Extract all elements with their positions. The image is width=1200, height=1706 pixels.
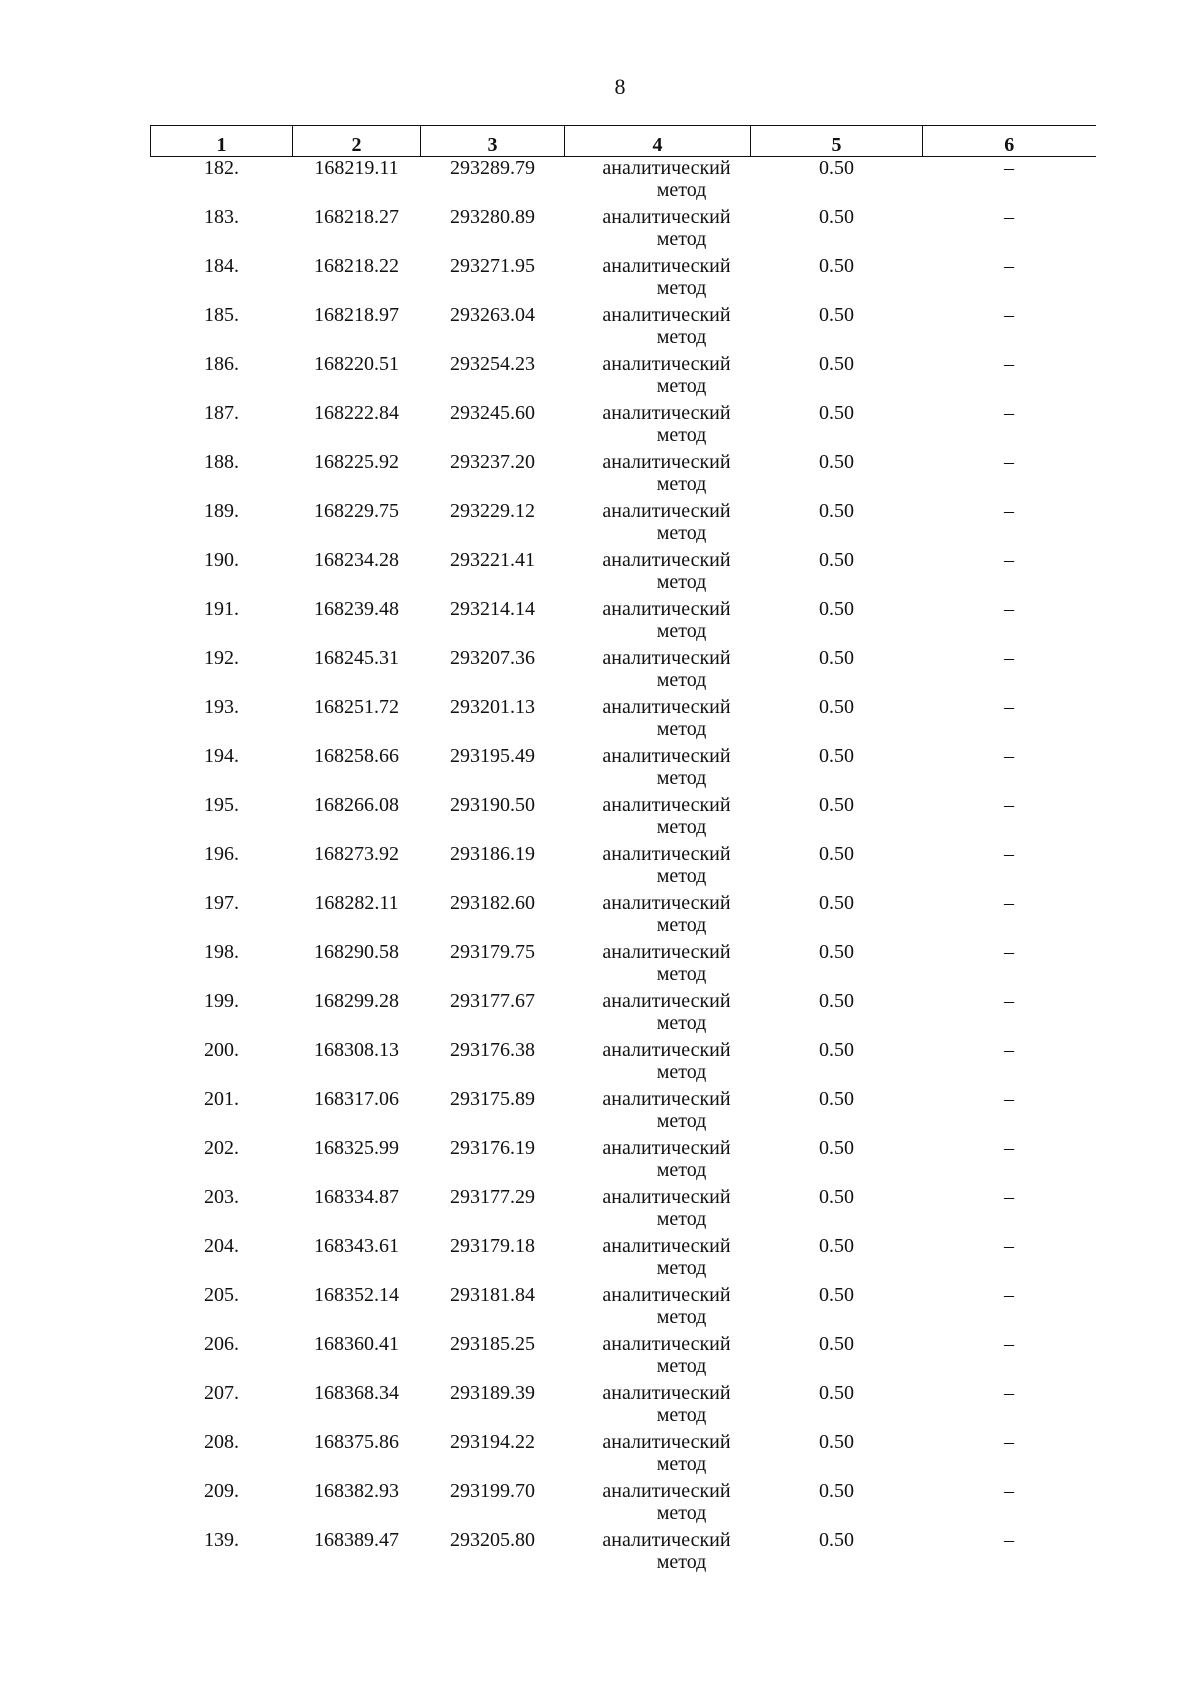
method-line-1: аналитический — [602, 451, 731, 473]
method-cell — [565, 1284, 751, 1333]
method-line-2: метод — [656, 1208, 707, 1230]
coordinate-x: 168325.99 — [314, 1137, 399, 1159]
coordinate-x: 168389.47 — [314, 1529, 399, 1551]
coordinate-x: 168343.61 — [314, 1235, 399, 1257]
method-line-1: аналитический — [602, 696, 731, 718]
table-row — [151, 1235, 1096, 1284]
point-number: 208. — [204, 1431, 239, 1453]
method-line-2: метод — [656, 326, 707, 348]
method-line-1: аналитический — [602, 1186, 731, 1208]
point-number: 191. — [204, 598, 239, 620]
table-row — [151, 598, 1096, 647]
method-line-2: метод — [656, 375, 707, 397]
method-line-2: метод — [656, 1159, 707, 1181]
method-line-1: аналитический — [602, 157, 731, 179]
col6-value: – — [1004, 1137, 1014, 1159]
method-line-1: аналитический — [602, 1529, 731, 1551]
point-number: 189. — [204, 500, 239, 522]
coordinates-table — [150, 125, 1096, 1578]
table-row — [151, 451, 1096, 500]
accuracy-value: 0.50 — [819, 353, 854, 375]
method-cell — [565, 206, 751, 255]
method-line-1: аналитический — [602, 1382, 731, 1404]
header-col-3: 3 — [421, 126, 565, 157]
point-number: 209. — [204, 1480, 239, 1502]
method-cell — [565, 402, 751, 451]
accuracy-value: 0.50 — [819, 1186, 854, 1208]
point-number: 195. — [204, 794, 239, 816]
coordinate-x: 168229.75 — [314, 500, 399, 522]
accuracy-value: 0.50 — [819, 598, 854, 620]
coordinate-x: 168239.48 — [314, 598, 399, 620]
table-row — [151, 157, 1096, 207]
accuracy-value: 0.50 — [819, 402, 854, 424]
accuracy-value: 0.50 — [819, 500, 854, 522]
table-row — [151, 1529, 1096, 1578]
method-line-2: метод — [656, 1453, 707, 1475]
method-line-2: метод — [656, 424, 707, 446]
method-line-2: метод — [656, 816, 707, 838]
point-number: 201. — [204, 1088, 239, 1110]
method-line-1: аналитический — [602, 353, 731, 375]
method-cell — [565, 1137, 751, 1186]
col6-value: – — [1004, 304, 1014, 326]
method-line-1: аналитический — [602, 1333, 731, 1355]
point-number: 199. — [204, 990, 239, 1012]
table-row — [151, 745, 1096, 794]
method-cell — [565, 549, 751, 598]
point-number: 203. — [204, 1186, 239, 1208]
coordinate-x: 168299.28 — [314, 990, 399, 1012]
method-cell — [565, 1088, 751, 1137]
col6-value: – — [1004, 843, 1014, 865]
col6-value: – — [1004, 745, 1014, 767]
coordinates-table-container — [150, 125, 1095, 1578]
coordinate-y: 293195.49 — [450, 745, 535, 767]
point-number: 184. — [204, 255, 239, 277]
point-number: 196. — [204, 843, 239, 865]
point-number: 202. — [204, 1137, 239, 1159]
table-row — [151, 353, 1096, 402]
method-cell — [565, 1039, 751, 1088]
accuracy-value: 0.50 — [819, 1333, 854, 1355]
point-number: 183. — [204, 206, 239, 228]
coordinate-x: 168375.86 — [314, 1431, 399, 1453]
coordinate-x: 168219.11 — [314, 157, 399, 179]
point-number: 198. — [204, 941, 239, 963]
accuracy-value: 0.50 — [819, 892, 854, 914]
coordinate-y: 293254.23 — [450, 353, 535, 375]
point-number: 185. — [204, 304, 239, 326]
col6-value: – — [1004, 892, 1014, 914]
point-number: 205. — [204, 1284, 239, 1306]
coordinate-y: 293199.70 — [450, 1480, 535, 1502]
coordinate-x: 168266.08 — [314, 794, 399, 816]
table-row — [151, 1431, 1096, 1480]
coordinate-y: 293182.60 — [450, 892, 535, 914]
coordinate-y: 293185.25 — [450, 1333, 535, 1355]
table-row — [151, 549, 1096, 598]
accuracy-value: 0.50 — [819, 157, 854, 179]
accuracy-value: 0.50 — [819, 206, 854, 228]
method-line-2: метод — [656, 1551, 707, 1573]
table-row — [151, 647, 1096, 696]
coordinate-y: 293214.14 — [450, 598, 535, 620]
coordinate-y: 293186.19 — [450, 843, 535, 865]
coordinate-x: 168308.13 — [314, 1039, 399, 1061]
method-line-1: аналитический — [602, 892, 731, 914]
method-cell — [565, 157, 751, 207]
accuracy-value: 0.50 — [819, 1529, 854, 1551]
coordinate-x: 168258.66 — [314, 745, 399, 767]
table-row — [151, 1039, 1096, 1088]
col6-value: – — [1004, 402, 1014, 424]
point-number: 194. — [204, 745, 239, 767]
coordinate-y: 293263.04 — [450, 304, 535, 326]
method-cell — [565, 1431, 751, 1480]
method-cell — [565, 843, 751, 892]
method-line-1: аналитический — [602, 843, 731, 865]
coordinate-x: 168234.28 — [314, 549, 399, 571]
method-cell — [565, 892, 751, 941]
method-line-1: аналитический — [602, 1431, 731, 1453]
table-row — [151, 794, 1096, 843]
table-row — [151, 990, 1096, 1039]
coordinate-x: 168352.14 — [314, 1284, 399, 1306]
col6-value: – — [1004, 1186, 1014, 1208]
table-row — [151, 696, 1096, 745]
table-body — [151, 157, 1096, 1579]
accuracy-value: 0.50 — [819, 549, 854, 571]
table-row — [151, 1480, 1096, 1529]
coordinate-y: 293207.36 — [450, 647, 535, 669]
method-line-2: метод — [656, 277, 707, 299]
method-line-2: метод — [656, 767, 707, 789]
table-row — [151, 1186, 1096, 1235]
coordinate-x: 168273.92 — [314, 843, 399, 865]
method-line-1: аналитический — [602, 598, 731, 620]
method-line-2: метод — [656, 1404, 707, 1426]
accuracy-value: 0.50 — [819, 451, 854, 473]
coordinate-y: 293205.80 — [450, 1529, 535, 1551]
point-number: 206. — [204, 1333, 239, 1355]
method-cell — [565, 1529, 751, 1578]
method-cell — [565, 1186, 751, 1235]
coordinate-x: 168368.34 — [314, 1382, 399, 1404]
point-number: 200. — [204, 1039, 239, 1061]
table-row — [151, 500, 1096, 549]
method-cell — [565, 990, 751, 1039]
method-cell — [565, 794, 751, 843]
coordinate-x: 168218.27 — [314, 206, 399, 228]
method-line-1: аналитический — [602, 941, 731, 963]
coordinate-y: 293177.67 — [450, 990, 535, 1012]
method-line-1: аналитический — [602, 1137, 731, 1159]
table-row — [151, 304, 1096, 353]
coordinate-y: 293190.50 — [450, 794, 535, 816]
col6-value: – — [1004, 500, 1014, 522]
coordinate-y: 293229.12 — [450, 500, 535, 522]
accuracy-value: 0.50 — [819, 304, 854, 326]
point-number: 182. — [204, 157, 239, 179]
col6-value: – — [1004, 1235, 1014, 1257]
col6-value: – — [1004, 1088, 1014, 1110]
method-line-1: аналитический — [602, 794, 731, 816]
point-number: 186. — [204, 353, 239, 375]
coordinate-y: 293245.60 — [450, 402, 535, 424]
method-cell — [565, 304, 751, 353]
table-row — [151, 1284, 1096, 1333]
method-cell — [565, 1382, 751, 1431]
method-line-2: метод — [656, 571, 707, 593]
coordinate-y: 293176.19 — [450, 1137, 535, 1159]
method-cell — [565, 255, 751, 304]
coordinate-y: 293181.84 — [450, 1284, 535, 1306]
header-col-2: 2 — [293, 126, 421, 157]
coordinate-y: 293221.41 — [450, 549, 535, 571]
method-cell — [565, 647, 751, 696]
col6-value: – — [1004, 255, 1014, 277]
point-number: 139. — [204, 1529, 239, 1551]
col6-value: – — [1004, 1284, 1014, 1306]
coordinate-x: 168222.84 — [314, 402, 399, 424]
coordinate-x: 168282.11 — [314, 892, 399, 914]
accuracy-value: 0.50 — [819, 1480, 854, 1502]
coordinate-y: 293289.79 — [450, 157, 535, 179]
coordinate-y: 293194.22 — [450, 1431, 535, 1453]
point-number: 207. — [204, 1382, 239, 1404]
point-number: 187. — [204, 402, 239, 424]
method-line-2: метод — [656, 179, 707, 201]
coordinate-y: 293280.89 — [450, 206, 535, 228]
col6-value: – — [1004, 1333, 1014, 1355]
point-number: 197. — [204, 892, 239, 914]
accuracy-value: 0.50 — [819, 941, 854, 963]
coordinate-y: 293175.89 — [450, 1088, 535, 1110]
accuracy-value: 0.50 — [819, 1382, 854, 1404]
method-line-2: метод — [656, 1061, 707, 1083]
header-row — [151, 126, 1096, 157]
col6-value: – — [1004, 598, 1014, 620]
col6-value: – — [1004, 157, 1014, 179]
method-cell — [565, 1480, 751, 1529]
coordinate-x: 168290.58 — [314, 941, 399, 963]
col6-value: – — [1004, 451, 1014, 473]
coordinate-y: 293176.38 — [450, 1039, 535, 1061]
table-row — [151, 206, 1096, 255]
coordinate-y: 293237.20 — [450, 451, 535, 473]
method-line-2: метод — [656, 1257, 707, 1279]
table-row — [151, 941, 1096, 990]
accuracy-value: 0.50 — [819, 1235, 854, 1257]
accuracy-value: 0.50 — [819, 1284, 854, 1306]
table-row — [151, 1137, 1096, 1186]
method-cell — [565, 745, 751, 794]
method-line-1: аналитический — [602, 402, 731, 424]
method-line-1: аналитический — [602, 255, 731, 277]
table-row — [151, 255, 1096, 304]
method-line-1: аналитический — [602, 647, 731, 669]
table-row — [151, 1088, 1096, 1137]
col6-value: – — [1004, 549, 1014, 571]
method-line-1: аналитический — [602, 1284, 731, 1306]
coordinate-x: 168334.87 — [314, 1186, 399, 1208]
col6-value: – — [1004, 990, 1014, 1012]
method-line-2: метод — [656, 669, 707, 691]
method-line-2: метод — [656, 865, 707, 887]
coordinate-x: 168251.72 — [314, 696, 399, 718]
point-number: 192. — [204, 647, 239, 669]
method-cell — [565, 353, 751, 402]
method-line-2: метод — [656, 914, 707, 936]
point-number: 193. — [204, 696, 239, 718]
page-number: 8 — [614, 74, 626, 99]
method-line-2: метод — [656, 522, 707, 544]
coordinate-x: 168317.06 — [314, 1088, 399, 1110]
coordinate-x: 168225.92 — [314, 451, 399, 473]
coordinate-y: 293189.39 — [450, 1382, 535, 1404]
table-header — [151, 126, 1096, 157]
method-line-2: метод — [656, 963, 707, 985]
method-line-1: аналитический — [602, 500, 731, 522]
method-line-1: аналитический — [602, 1480, 731, 1502]
coordinate-x: 168360.41 — [314, 1333, 399, 1355]
accuracy-value: 0.50 — [819, 647, 854, 669]
table-row — [151, 402, 1096, 451]
col6-value: – — [1004, 1039, 1014, 1061]
method-line-1: аналитический — [602, 1235, 731, 1257]
table-row — [151, 1382, 1096, 1431]
coordinate-x: 168220.51 — [314, 353, 399, 375]
method-cell — [565, 598, 751, 647]
coordinate-y: 293201.13 — [450, 696, 535, 718]
col6-value: – — [1004, 1382, 1014, 1404]
method-cell — [565, 696, 751, 745]
coordinate-y: 293179.75 — [450, 941, 535, 963]
accuracy-value: 0.50 — [819, 1039, 854, 1061]
col6-value: – — [1004, 696, 1014, 718]
col6-value: – — [1004, 206, 1014, 228]
method-line-1: аналитический — [602, 1088, 731, 1110]
accuracy-value: 0.50 — [819, 990, 854, 1012]
coordinate-y: 293179.18 — [450, 1235, 535, 1257]
table-row — [151, 843, 1096, 892]
method-line-2: метод — [656, 1306, 707, 1328]
method-line-2: метод — [656, 1502, 707, 1524]
header-col-4: 4 — [565, 126, 751, 157]
accuracy-value: 0.50 — [819, 1431, 854, 1453]
method-line-2: метод — [656, 473, 707, 495]
accuracy-value: 0.50 — [819, 1088, 854, 1110]
table-row — [151, 892, 1096, 941]
col6-value: – — [1004, 794, 1014, 816]
accuracy-value: 0.50 — [819, 843, 854, 865]
coordinate-y: 293271.95 — [450, 255, 535, 277]
method-line-1: аналитический — [602, 1039, 731, 1061]
accuracy-value: 0.50 — [819, 794, 854, 816]
header-col-6: 6 — [923, 126, 1096, 157]
col6-value: – — [1004, 1480, 1014, 1502]
col6-value: – — [1004, 647, 1014, 669]
coordinate-x: 168218.97 — [314, 304, 399, 326]
coordinate-x: 168218.22 — [314, 255, 399, 277]
point-number: 188. — [204, 451, 239, 473]
method-line-1: аналитический — [602, 206, 731, 228]
method-line-1: аналитический — [602, 304, 731, 326]
method-cell — [565, 941, 751, 990]
coordinate-x: 168245.31 — [314, 647, 399, 669]
method-cell — [565, 451, 751, 500]
method-line-2: метод — [656, 1012, 707, 1034]
header-col-1: 1 — [151, 126, 293, 157]
method-line-2: метод — [656, 718, 707, 740]
method-cell — [565, 1333, 751, 1382]
point-number: 190. — [204, 549, 239, 571]
method-line-2: метод — [656, 1110, 707, 1132]
col6-value: – — [1004, 1431, 1014, 1453]
method-line-2: метод — [656, 228, 707, 250]
method-line-2: метод — [656, 620, 707, 642]
accuracy-value: 0.50 — [819, 255, 854, 277]
method-cell — [565, 500, 751, 549]
accuracy-value: 0.50 — [819, 745, 854, 767]
accuracy-value: 0.50 — [819, 696, 854, 718]
header-col-5: 5 — [751, 126, 923, 157]
coordinate-y: 293177.29 — [450, 1186, 535, 1208]
table-row — [151, 1333, 1096, 1382]
col6-value: – — [1004, 353, 1014, 375]
point-number: 204. — [204, 1235, 239, 1257]
method-line-1: аналитический — [602, 990, 731, 1012]
method-cell — [565, 1235, 751, 1284]
col6-value: – — [1004, 1529, 1014, 1551]
method-line-2: метод — [656, 1355, 707, 1377]
col6-value: – — [1004, 941, 1014, 963]
accuracy-value: 0.50 — [819, 1137, 854, 1159]
method-line-1: аналитический — [602, 549, 731, 571]
coordinate-x: 168382.93 — [314, 1480, 399, 1502]
method-line-1: аналитический — [602, 745, 731, 767]
